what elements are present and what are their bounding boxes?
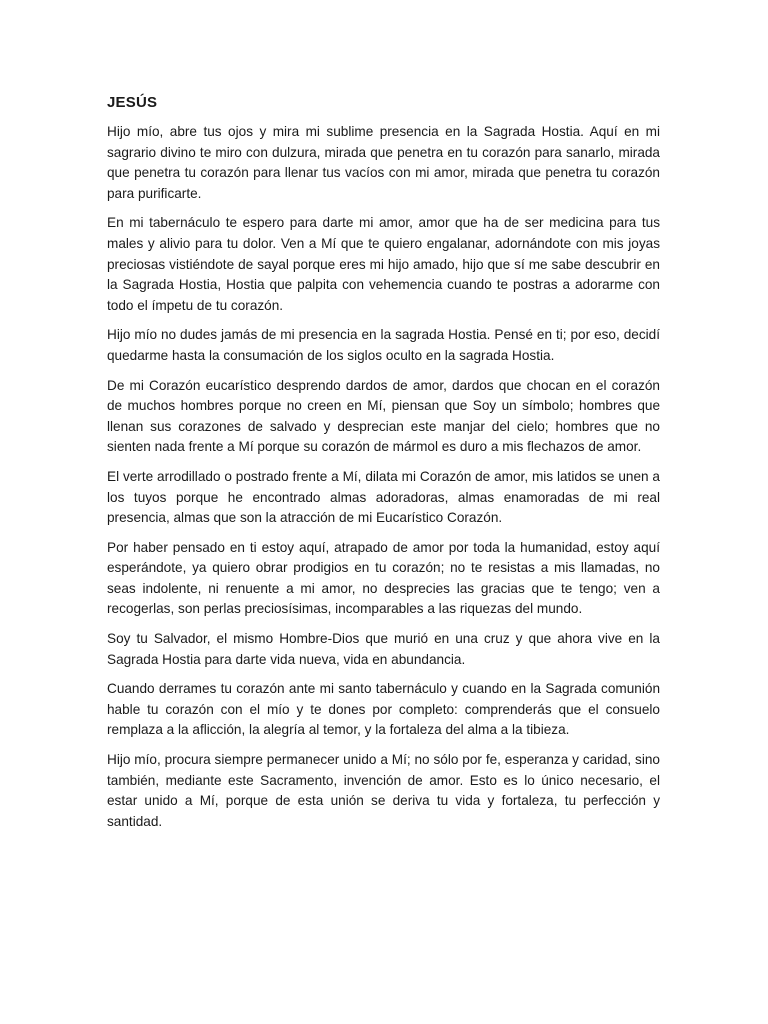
document-title: JESÚS [107,94,158,111]
paragraph-2: En mi tabernáculo te espero para darte mi amor, amor que ha de ser medicina para tus males y alivio para tu dolor. Ven a Mí que te quiero engalanar, adornándote con mis joyas preciosas vistiéndote de sayal porque eres mi hijo amado, hijo que sí me sabe descubrir en la Sagrada Hostia, Hostia que palpita con vehemencia cuando te postras a adorarme con todo el ímpetu de tu corazón. [107,215,660,313]
paragraph-8: Cuando derrames tu corazón ante mi santo tabernáculo y cuando en la Sagrada comunión hable tu corazón con el mío y te dones por completo: comprenderás que el consuelo remplaza a la aflicción, la alegría al temor, y la fortaleza del alma a la tibieza. [107,681,660,738]
document-page [107,93,660,841]
paragraph-5: El verte arrodillado o postrado frente a Mí, dilata mi Corazón de amor, mis latidos se unen a los tuyos porque he encontrado almas adoradoras, almas enamoradas de mi real presencia, almas que son la atracción de mi Eucarístico Corazón. [107,468,660,526]
paragraph-9: Hijo mío, procura siempre permanecer unido a Mí; no sólo por fe, esperanza y caridad, sino también, mediante este Sacramento, invención de amor. Esto es lo único necesario, el estar unido a Mí, porque de esta unión se deriva tu vida y fortaleza, tu perfección y santidad. [107,752,660,829]
paragraph-6: Por haber pensado en ti estoy aquí, atrapado de amor por toda la humanidad, estoy aquí esperándote, ya quiero obrar prodigios en tu corazón; no te resistas a mis llamadas, no seas indolente, ni renuente a mi amor, no desprecies las gracias que te tengo; ven a recogerlas, son perlas preciosísimas, incomparables a las riquezas del mundo. [107,539,660,617]
paragraph-3: Hijo mío no dudes jamás de mi presencia en la sagrada Hostia. Pensé en ti; por eso, decidí quedarme hasta la consumación de los siglos oculto en la sagrada Hostia. [107,327,660,363]
paragraph-7: Soy tu Salvador, el mismo Hombre-Dios que murió en una cruz y que ahora vive en la Sagrada Hostia para darte vida nueva, vida en abundancia. [107,631,660,667]
paragraph-1: Hijo mío, abre tus ojos y mira mi sublime presencia en la Sagrada Hostia. Aquí en mi sagrario divino te miro con dulzura, mirada que penetra en tu corazón para sanarlo, mirada que penetra tu corazón para llenar tus vacíos con mi amor, mirada que penetra tu corazón para purificarte. [107,124,660,201]
paragraph-4: De mi Corazón eucarístico desprendo dardos de amor, dardos que chocan en el corazón de muchos hombres porque no creen en Mí, piensan que Soy un símbolo; hombres que llenan sus corazones de salvado y desprecian este manjar del cielo; hombres que no sienten nada frente a Mí porque su corazón de mármol es duro a mis flechazos de amor. [107,377,660,455]
